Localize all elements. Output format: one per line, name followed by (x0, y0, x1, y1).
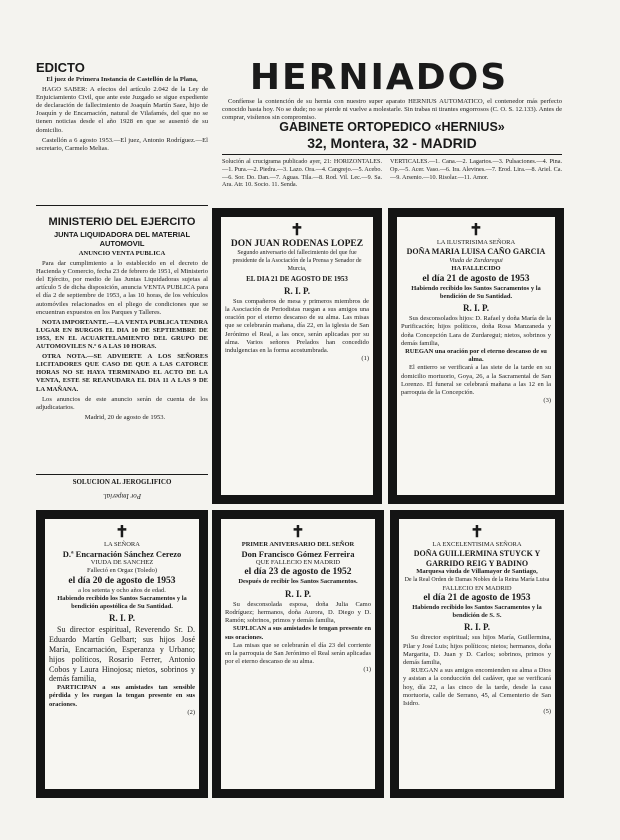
edicto-body: HAGO SABER: A efectos del artículo 2.042 de la Ley de Enjuiciamiento Civil, que ante este Juzgado se sigue expediente de declaración de fallecimiento de Joaquín Martín Saez, hijo de Joaquín y de Encarnación, natural de Vilafamés, del que no se tienen noticias desde el año 1928 en que se ausentó de su domicilio. (36, 86, 208, 134)
stuyck-title: Marquesa viuda de Villamayor de Santiago, (416, 568, 538, 576)
hernia-address: 32, Montera, 32 - MADRID (307, 135, 477, 151)
divider (222, 154, 562, 155)
crucigrama-right: VERTICALES.—1. Cana.—2. Lagartos.—3. Pulsaciones.—4. Pina. Op.—5. Acer. Vaso.—6. Ira. Alevines.—7. Erod. Lira.—8. Ariel. Ca.—9. Arsenio.—10. Risolar.—11. Amor. (390, 158, 562, 181)
cross-icon: ✝ (470, 525, 484, 541)
crucigrama-left: Solución al crucigrama publicado ayer, 21: HORIZONTALES.—1. Pura.—2. Piedra.—3. Lazo. Ora.—4. Cangrejo.—5. Acebo.—6. Sor. Do. Dan.—7. Aguas. Tila.—8. Rod. Vil. Lec.—9. Sa. Ara. Atr. 10. Socio. 11. Senda. (222, 158, 382, 189)
stuyck-ruegan: RUEGAN a sus amigos encomienden su alma a Dios y asistan a la conducción del cadáver, que se verificará hoy, día 22, a las cinco de la tarde, desde la casa mortuoria, calle de Serrano, 45, al Cementerio de San Isidro. (403, 667, 551, 708)
esquela-sanchez (36, 510, 208, 798)
sanchez-verb: Falleció en Orgaz (Toledo) (87, 567, 157, 575)
cano-ruegan: RUEGAN una oración por el eterno descanso de su alma. (405, 348, 547, 364)
cano-sacr: Habiendo recibido los Santos Sacramentos y la bendición de Su Santidad. (411, 284, 541, 300)
ministerio-title: MINISTERIO DEL EJERCITO (48, 216, 196, 228)
ferreira-rip: R. I. P. (285, 588, 311, 599)
cross-icon: ✝ (290, 223, 304, 239)
edicto-text (36, 76, 208, 196)
sanchez-ruegan: PARTICIPAN a sus amistades tan sensible pérdida y les ruegan la tengan presente en sus oraciones. (49, 684, 195, 708)
esquela-ferreira (212, 510, 384, 798)
ferreira-body: Su desconsolada esposa, doña Julia Camo Rodríguez; hermanos, doña Aurora, D. Diego y D. Ramón; sobrinos, primos y demás familia, (225, 600, 371, 625)
cross-icon: ✝ (291, 525, 305, 541)
stuyck-rip: R. I. P. (464, 622, 490, 633)
cano-verb: HA FALLECIDO (451, 265, 501, 273)
solucion-left: SOLUCION AL JEROGLIFICO (72, 478, 172, 486)
ministerio-body3: OTRA NOTA.—SE ADVIERTE A LOS SEÑORES LICITADORES QUE CASO DE QUE A LAS CATORCE HORAS NO SE HAYA TERMINADO EL ACTO DE LA VENTA, ESTE SE REANUDARA EL DIA 11 A LAS 9 DE LA MAÑANA. (36, 353, 208, 393)
ferreira-ruegan: SUPLICAN a sus amistades le tengan presente en sus oraciones. (225, 625, 371, 641)
rodenas-body: Sus compañeros de mesa y primeros miembros de la Asociación de Periodistas ruegan a sus amigos una oración por el eterno descanso de su alma. Las misas que se celebrarán mañana, día 22, en la iglesia de San Jerónimo el Real, a las once, serán aplicadas por su alma. Varios señores Prelados han concedido indulgencias en la forma acostumbrada. (225, 297, 369, 355)
rodenas-pre: Segundo aniversario del fallecimiento del que fue presidente de la Asociación de la Prensa y Senador de Murcia, (232, 250, 362, 273)
divider (36, 474, 208, 475)
ministerio-body1: Para dar cumplimiento a lo establecido en el decreto de Hacienda y Comercio, fecha 23 de febrero de 1951, el Ministerio del Ejército, por medio de las Juntas Liquidadoras sujetas al artículo 5 de dicha disposición, anuncia VENTA PUBLICA para el día 2 de septiembre de 1953, a las 10 horas, de los vehículos automóviles relacionados en el pliego de condiciones que se encuentran expuestos en los Parques y Talleres. (36, 260, 208, 316)
esquela-cano (388, 208, 564, 504)
cross-icon: ✝ (115, 525, 129, 541)
ferreira-code: (1) (363, 666, 371, 674)
solucion-jeroglifico (36, 478, 208, 500)
cano-code: (3) (543, 397, 551, 405)
cano-body: Sus desconsolados hijos: D. Rafael y doña María de la Purificación; hijos políticos, doña Rosa Manzaneda y doña Concepción Lara de Zurdaregui; nietos, sobrinos y demás familia, (401, 315, 551, 347)
ferreira-sacr: Después de recibir los Santos Sacramentos. (238, 578, 358, 586)
ferreira-date: el día 23 de agosto de 1952 (244, 567, 352, 578)
stuyck-verb: FALLECIO EN MADRID (442, 584, 512, 592)
stuyck-code: (5) (543, 708, 551, 716)
edicto-title: EDICTO (36, 60, 85, 75)
sanchez-sacr: Habiendo recibido los Santos Sacramentos y la bendición apostólica de Su Santidad. (57, 594, 187, 611)
stuyck-sacr: Habiendo recibido los Santos Sacramentos y la bendición de S. S. (412, 603, 542, 620)
ministerio-body2: NOTA IMPORTANTE.—LA VENTA PUBLICA TENDRA LUGAR EN BURGOS EL DIA 10 DE SEPTIEMBRE DE 1953, EN EL ACUARTELAMIENTO DEL GRUPO DE AUTOMOVILES N.º 6 A LAS 10 HORAS. (36, 318, 208, 351)
ministerio-anuncio: ANUNCIO VENTA PUBLICA (78, 250, 166, 257)
stuyck-date: el día 21 de agosto de 1953 (423, 592, 531, 603)
sanchez-body: Su director espiritual, Reverendo Sr. D. Eduardo Martín Gelbart; sus hijos José María, Encarnación, Esperanza y Urbano; hijos políticos, Rosario Ferrer, Antonio Cobos y Laura Hinojosa; nietos, sobrinos y demás familia, (49, 625, 195, 684)
cross-icon: ✝ (469, 223, 483, 239)
divider (36, 205, 208, 206)
hernia-body-text: Confíense la contención de su hernia con nuestro super aparato HERNIUS AUTOMATICO, el contenedor más perfecto conocido hasta hoy. No se dude; no se pierde ni vuelve a molestarle. Sin trabas ni tirantes engorrosos (C. O. S. 12.133). Antes de comprar, visítenos sin compromiso. (222, 98, 562, 122)
sanchez-date: el día 20 de agosto de 1953 (68, 575, 176, 586)
ministerio-date: Madrid, 20 de agosto de 1953. (84, 413, 166, 421)
rodenas-name: DON JUAN RODENAS LOPEZ (230, 239, 364, 249)
edicto-footer: Castellón a 6 agosto 1953.—El juez, Antonio Rodríguez.—El secretario, Carmelo Melias. (36, 136, 208, 152)
solucion-right: Por Imperial. (102, 492, 142, 500)
cano-entierro: El entierro se verificará a las siete de la tarde en su domicilio mortuorio, Goya, 26, a la Sacramental de San Lorenzo. El funeral se celebrará mañana a las 12 en la parroquia de la Concepción. (401, 364, 551, 397)
ferreira-verb: QUE FALLECIO EN MADRID (255, 559, 341, 567)
edicto-heading: El juez de Primera Instancia de Castellón de la Plana, (46, 76, 198, 83)
sanchez-prefix: LA SEÑORA (104, 541, 140, 548)
rodenas-date: EL DIA 21 DE AGOSTO DE 1953 (246, 274, 348, 283)
hernia-title: HERNIADOS (249, 57, 509, 98)
ferreira-name: Don Francisco Gómez Ferreira (241, 549, 355, 560)
stuyck-prefix: LA EXCELENTISIMA SEÑORA (432, 541, 522, 548)
sanchez-code: (2) (187, 708, 195, 716)
esquela-stuyck (390, 510, 564, 798)
cano-name: DOÑA MARIA LUISA CAÑO GARCIA (406, 247, 546, 257)
sanchez-rip: R. I. P. (109, 613, 135, 624)
ferreira-misas: Las misas que se celebrarán el día 23 del corriente en la parroquia de San Jerónimo el Real serán aplicadas por el eterno descanso de su alma. (225, 641, 371, 666)
hernia-gabinete: GABINETE ORTOPEDICO «HERNIUS» (279, 120, 505, 134)
rodenas-code: (1) (361, 355, 369, 363)
cano-title: Viuda de Zurdaregui (449, 257, 503, 265)
ministerio-footer: Los anuncios de este anuncio serán de cuenta de los adjudicatarios. (36, 395, 208, 411)
stuyck-body: Su director espiritual; sus hijos María, Guillermina, Pilar y José Luis; hijos políticos; nietos; hermanos, doña Margarita, D. Juan y D. Carlos; sobrinos, primos y demás familia, (403, 634, 551, 667)
ministerio-subtitle: JUNTA LIQUIDADORA DEL MATERIAL AUTOMOVIL (53, 230, 191, 248)
sanchez-age: a los setenta y ocho años de edad. (78, 586, 166, 594)
ferreira-pre: PRIMER ANIVERSARIO DEL SEÑOR (241, 541, 355, 548)
stuyck-pre2: De la Real Orden de Damas Nobles de la Reina María Luisa (404, 577, 550, 584)
cano-date: el día 21 de agosto de 1953 (422, 273, 530, 284)
stuyck-name: DOÑA GUILLERMINA STUYCK Y GARRIDO REIG Y BADINO (413, 549, 541, 568)
ministerio-text (36, 230, 208, 468)
rodenas-rip: R. I. P. (284, 285, 310, 296)
sanchez-title: VIUDA DE SANCHEZ (90, 559, 154, 567)
cano-prefix: LA ILUSTRISIMA SEÑORA (436, 239, 516, 246)
cano-rip: R. I. P. (463, 303, 489, 314)
esquela-rodenas (212, 208, 382, 504)
sanchez-name: D.ª Encarnación Sánchez Cerezo (62, 549, 182, 560)
